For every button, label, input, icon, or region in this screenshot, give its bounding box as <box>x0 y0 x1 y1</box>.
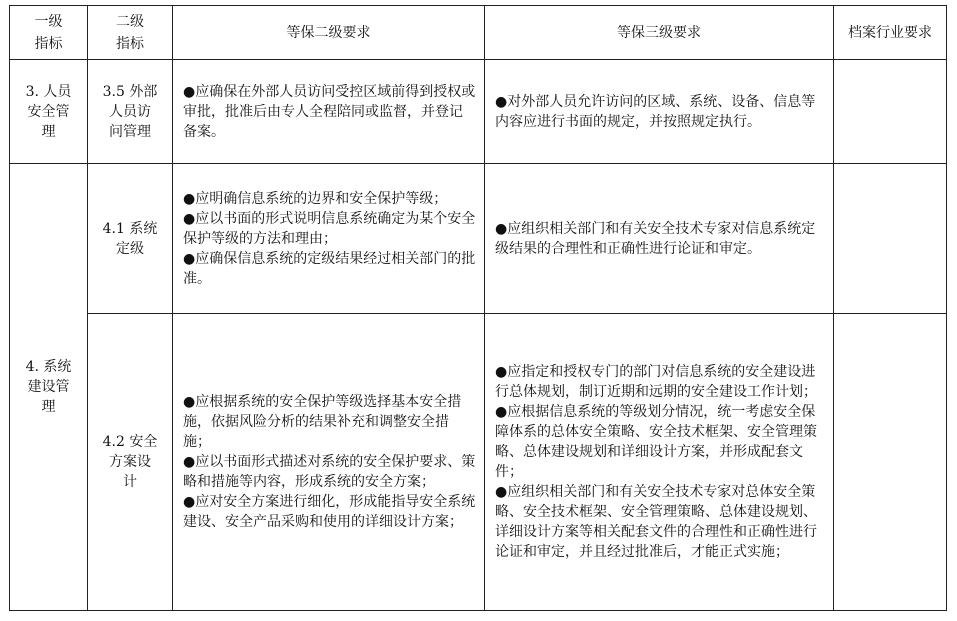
header-archive-requirements <box>834 6 947 60</box>
level2-system-grading: 4.1 系统 定级 <box>102 220 158 257</box>
level1-cell <box>10 60 88 164</box>
archive-req-cell <box>834 60 947 164</box>
requirement-item: ●应组织相关部门和有关安全技术专家对总体安全策略、安全技术框架、安全管理策略、总体建设规划、详细设计方案等相关配套文件的合理性和正确性进行论证和审定，并且经过批准后，才能正式实施； <box>495 484 817 560</box>
requirement-item: ●应根据信息系统的等级划分情况，统一考虑安全保障体系的总体安全策略、安全技术框架、安全管理策略、总体建设规划和详细设计方案，并形成配套文件； <box>495 404 817 480</box>
level2-cell <box>88 60 173 164</box>
requirement-item: ●应明确信息系统的边界和安全保护等级； <box>183 190 448 207</box>
requirement-item: ●应组织相关部门和有关安全技术专家对信息系统定级结果的合理性和正确性进行论证和审定。 <box>495 220 816 257</box>
level2-external-access: 3.5 外部 人员访 问管理 <box>102 83 158 140</box>
header-level2-req-label: 等保二级要求 <box>286 24 371 41</box>
level1-system-construction: 4. 系统 建设管 理 <box>25 359 72 415</box>
table-header-row <box>10 6 947 60</box>
requirement-item: ●应确保在外部人员访问受控区域前得到授权或审批，批准后由专人全程陪同或监督，并登记备案。 <box>183 83 476 140</box>
requirement-item: ●应根据系统的安全保护等级选择基本安全措施，依据风险分析的结果补充和调整安全措施； <box>183 394 462 450</box>
requirement-item: ●应指定和授权专门的部门对信息系统的安全建设进行总体规划，制订近期和远期的安全建设工作计划； <box>495 364 817 400</box>
archive-req-cell <box>834 164 947 314</box>
table-row <box>10 314 947 611</box>
level2-req-cell <box>173 314 485 611</box>
header-level1-indicator <box>10 6 88 60</box>
level3-req-cell <box>485 314 834 611</box>
header-level3-req-label: 等保三级要求 <box>617 24 701 41</box>
archive-req-cell <box>834 314 947 611</box>
requirement-item: ●对外部人员允许访问的区域、系统、设备、信息等内容应进行书面的规定，并按照规定执行。 <box>495 93 816 130</box>
level2-security-plan-design: 4.2 安全 方案设 计 <box>102 434 158 490</box>
header-level2-requirements <box>173 6 485 60</box>
level2-cell <box>88 164 173 314</box>
table-row <box>10 164 947 314</box>
level1-personnel-security: 3. 人员 安全管 理 <box>25 83 72 140</box>
requirement-item: ●应确保信息系统的定级结果经过相关部门的批准。 <box>183 250 476 287</box>
level3-req-cell <box>485 164 834 314</box>
requirement-item: ●应以书面的形式说明信息系统确定为某个安全保护等级的方法和理由； <box>183 210 476 247</box>
header-level2-label: 二级 指标 <box>116 13 144 52</box>
header-level1-label: 一级 指标 <box>34 13 63 52</box>
security-requirements-table <box>9 5 947 611</box>
header-level2-indicator <box>88 6 173 60</box>
header-level3-requirements <box>485 6 834 60</box>
level2-req-cell <box>173 60 485 164</box>
level2-cell <box>88 314 173 611</box>
level3-req-cell <box>485 60 834 164</box>
level1-cell <box>10 164 88 611</box>
header-archive-req-label: 档案行业要求 <box>848 24 932 41</box>
requirement-item: ●应以书面形式描述对系统的安全保护要求、策略和措施等内容，形成系统的安全方案； <box>183 454 476 490</box>
table-row <box>10 60 947 164</box>
level2-req-cell <box>173 164 485 314</box>
requirement-item: ●应对安全方案进行细化，形成能指导安全系统建设、安全产品采购和使用的详细设计方案； <box>183 494 476 530</box>
